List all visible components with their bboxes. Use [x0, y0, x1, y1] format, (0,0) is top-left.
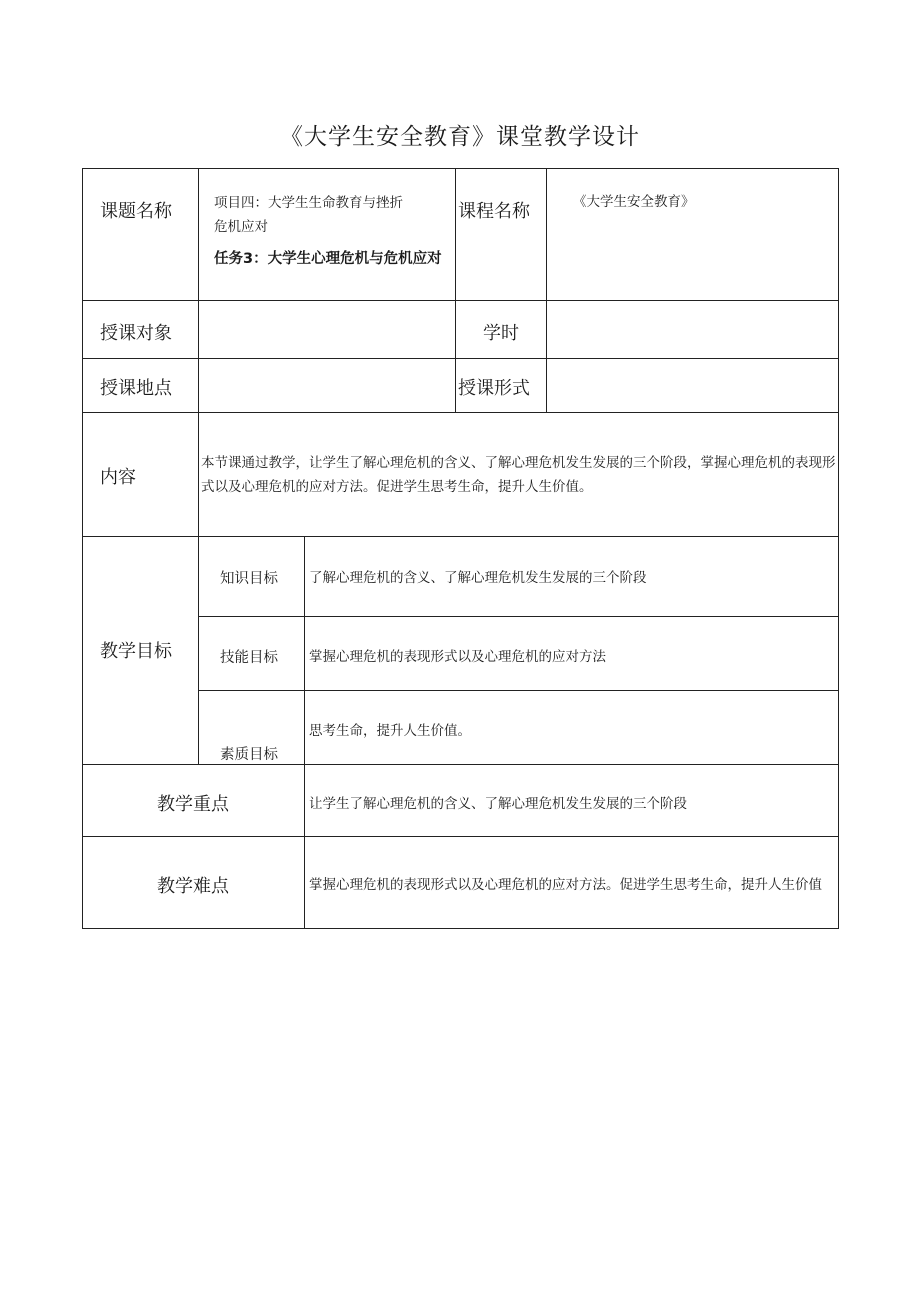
topic-line-2: 危机应对 — [214, 218, 268, 235]
location-row — [83, 359, 839, 413]
content-label-cell — [83, 413, 199, 537]
quality-label: 素质目标 — [220, 747, 278, 763]
location-label-cell — [83, 359, 199, 413]
difficulty-text: 掌握心理危机的表现形式以及心理危机的应对方法。促进学生思考生命，提升人生价值 — [309, 877, 822, 893]
audience-value-cell — [199, 301, 456, 359]
knowledge-text-cell — [305, 537, 839, 617]
page-title: 《大学生安全教育》课堂教学设计 — [280, 124, 640, 150]
key-label-cell — [83, 765, 305, 837]
topic-value-cell — [199, 169, 456, 301]
topic-label: 课题名称 — [100, 201, 172, 222]
difficulty-text-cell — [305, 837, 839, 929]
audience-label: 授课对象 — [100, 323, 172, 344]
hours-value-cell — [547, 301, 839, 359]
quality-text: 思考生命，提升人生价值。 — [309, 723, 471, 739]
content-text: 本节课通过教学，让学生了解心理危机的含义、了解心理危机发生发展的三个阶段，掌握心理危机的表现形式以及心理危机的应对方法。促进学生思考生命，提升人生价值。 — [201, 455, 836, 496]
key-text: 让学生了解心理危机的含义、了解心理危机发生发展的三个阶段 — [309, 796, 687, 812]
skill-label: 技能目标 — [220, 650, 278, 666]
key-point-row — [83, 765, 839, 837]
skill-text-cell — [305, 617, 839, 691]
topic-label-cell — [83, 169, 199, 301]
location-label: 授课地点 — [100, 378, 172, 399]
quality-label-cell — [199, 691, 305, 765]
course-value: 《大学生安全教育》 — [573, 194, 695, 210]
course-label-cell — [456, 169, 547, 301]
course-label: 课程名称 — [458, 201, 530, 222]
content-text-cell — [199, 413, 839, 537]
lesson-plan-table — [82, 168, 839, 929]
objectives-label: 教学目标 — [100, 641, 172, 662]
hours-label: 学时 — [483, 323, 519, 344]
skill-text: 掌握心理危机的表现形式以及心理危机的应对方法 — [309, 649, 606, 665]
knowledge-label: 知识目标 — [220, 571, 278, 587]
quality-text-cell — [305, 691, 839, 765]
course-value-cell — [547, 169, 839, 301]
location-value-cell — [199, 359, 456, 413]
skill-label-cell — [199, 617, 305, 691]
format-label: 授课形式 — [458, 378, 530, 399]
format-label-cell — [456, 359, 547, 413]
knowledge-label-cell — [199, 537, 305, 617]
objectives-label-cell — [83, 537, 199, 765]
difficulty-label: 教学难点 — [157, 876, 229, 897]
knowledge-text: 了解心理危机的含义、了解心理危机发生发展的三个阶段 — [309, 570, 647, 586]
audience-row — [83, 301, 839, 359]
difficulty-row — [83, 837, 839, 929]
hours-label-cell — [456, 301, 547, 359]
key-text-cell — [305, 765, 839, 837]
key-label: 教学重点 — [157, 794, 229, 815]
audience-label-cell — [83, 301, 199, 359]
content-row — [83, 413, 839, 537]
topic-task: 任务3：大学生心理危机与危机应对 — [214, 251, 442, 268]
topic-row — [83, 169, 839, 301]
content-label: 内容 — [100, 467, 136, 488]
topic-line-1: 项目四：大学生生命教育与挫折 — [214, 195, 403, 211]
difficulty-label-cell — [83, 837, 305, 929]
objectives-knowledge-row — [83, 537, 839, 617]
format-value-cell — [547, 359, 839, 413]
